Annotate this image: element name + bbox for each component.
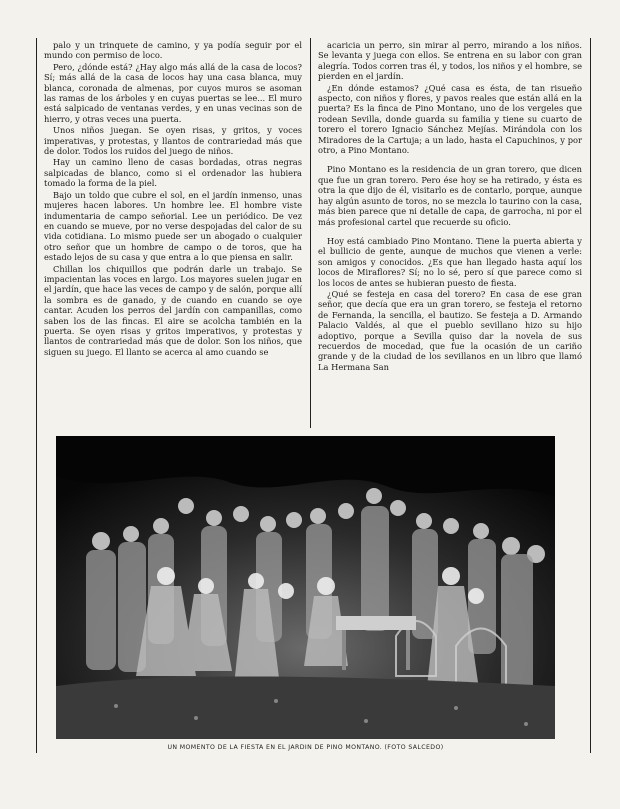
paragraph: Hoy está cambiado Pino Montano. Tiene la puerta abierta y el bullicio de gente, aunque de muchos que vienen a verle: son amigos y conocidos. ¿Es que han llegado hasta aquí los locos de Miraflores? Sí; no lo sé, pero sí que parece como si los locos de antes se hubieran puesto de fiesta. [318, 235, 582, 288]
photo-illustration [56, 436, 555, 739]
paragraph: Chillan los chiquillos que podrán darle un trabajo. Se impacientan las voces en largo. Los mayores suelen jugar en el jardín, que hace las veces de campo y de salón, porque allí la sombra es de ganado, y de cuando en cuando se oye cantar. Acuden los perros del jardín con campanillas, como saben los de las fincas. El aire se acolcha también en la puerta. Se oyen risas y gritos imperativos, y protestas y llantos de contrariedad más que de dolor. Son los niños, que siguen su juego. El llanto se acerca al amo cuando se [44, 263, 302, 357]
article-right-column [318, 40, 582, 428]
paragraph: Bajo un toldo que cubre el sol, en el jardín inmenso, unas mujeres hacen labores. Un hombre lee. El hombre viste indumentaria de campo señorial. Lee un periódico. De vez en cuando se mueve, por no verse despojadas del calor de su vida cotidiana. Lo mismo puede ser un abogado o cualquier otro señor que un hombre de campo o de toros, que ha estado lejos de su casa y que entra a lo que piensa en salir. [44, 189, 302, 263]
paragraph: Pero, ¿dónde está? ¿Hay algo más allá de la casa de locos? Sí; más allá de la casa de locos hay una casa blanca, muy blanca, coronada de almenas, por cuyos muros se asoman las ramas de los árboles y en cuyas puertas se lee... El muro está salpicado de ventanas verdes, y en unas vecinas son de hierro, y otras veces una puerta. [44, 61, 302, 124]
column-divider [310, 38, 311, 428]
paragraph: acaricia un perro, sin mirar al perro, mirando a los niños. Se levanta y juega con ellos. Se entrena en su labor con gran alegría. Todos corren tras él, y todos, los niños y el hombre, se pierden en el jardín. [318, 40, 582, 82]
paragraph: ¿En dónde estamos? ¿Qué casa es ésta, de tan risueño aspecto, con niños y flores, y pavos reales que están allá en la puerta? Es la finca de Pino Montano, uno de los vergeles que rodean Sevilla, donde guarda su familia y tiene su cuarto de torero el torero Ignacio Sánchez Mejías. Mirándola con los Miradores de la Cartuja; a un lado, hasta el Capuchinos, y por otro, a Pino Montano. [318, 82, 582, 156]
photo-caption: UN MOMENTO DE LA FIESTA EN EL JARDÍN DE PINO MONTANO. (FOTO SALCEDO) [167, 744, 444, 751]
paragraph: Unos niños juegan. Se oyen risas, y gritos, y voces imperativas, y protestas, y llantos de contrariedad más que de dolor. Todos los ruidos del juego de niños. [44, 125, 302, 157]
right-border-rule [590, 38, 591, 753]
left-border-rule [36, 38, 37, 753]
paragraph: palo y un trinquete de camino, y ya podía seguir por el mundo con permiso de loco. [44, 40, 302, 61]
paragraph: Hay un camino lleno de casas bordadas, otras negras salpicadas de blanco, como si el ordenador las hubiera tomado la forma de la piel. [44, 157, 302, 189]
paragraph: ¿Qué se festeja en casa del torero? En casa de ese gran señor, que decía que era un gran torero, se festeja el retorno de Fernanda, la sencilla, el bautizo. Se festeja a D. Armando Palacio Valdés, al que el pueblo sevillano hizo su hijo adoptivo, porque a Sevilla quiso dar la novela de sus recuerdos de mocedad, que fue la ocasión de un cariño grande y de la ciudad de los sevillanos en un libro que llamó La Hermana San [318, 288, 582, 372]
group-photograph [56, 436, 555, 739]
paragraph: Pino Montano es la residencia de un gran torero, que dicen que fue un gran torero. Pero ése hoy se ha retirado, y ésta es otra la que dijo de él, visitarlo es de contarlo, porque, aunque hay algún asunto de toros, no se mezcla lo taurino con la casa, más bien parece que ni detalle de capa, de garrocha, ni por el más profesional cartel que recuerde su oficio. [318, 164, 582, 227]
article-left-column [44, 40, 302, 428]
